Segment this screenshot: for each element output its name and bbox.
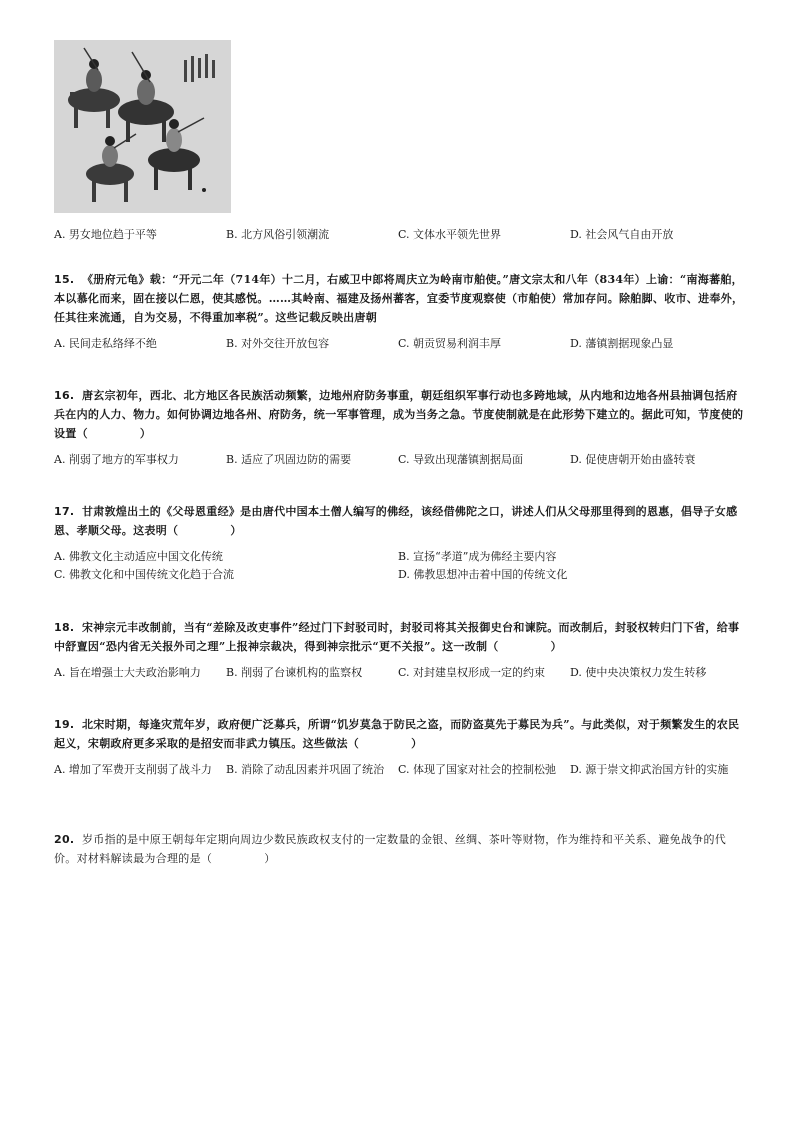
question-14-options — [54, 226, 744, 244]
q17-option-a[interactable]: A. 佛教文化主动适应中国文化传统 — [54, 550, 223, 563]
question-number: 20. — [54, 833, 75, 846]
question-number: 19. — [54, 718, 75, 731]
q19-option-a[interactable]: A. 增加了军费开支削弱了战斗力 — [54, 763, 212, 776]
question-text: 宋神宗元丰改制前，当有“差除及改吏事件”经过门下封驳司时，封驳司将其关报御史台和谏院。而改制后，封驳权转归门下省，给事中舒亶因“恐内省无关报外司之理”上报神宗裁决，得到神宗批示“更不关报”。这一改制（ — [54, 621, 740, 653]
question-text-end: ） — [550, 640, 562, 653]
q19-option-b[interactable]: B. 消除了动乱因素并巩固了统治 — [226, 763, 385, 776]
question-number: 17. — [54, 505, 75, 518]
question-text-end: ） — [230, 524, 242, 537]
polo-players-illustration — [54, 40, 231, 213]
question-text: 《册府元龟》载：“开元二年（714年）十二月，右威卫中郎将周庆立为岭南市舶使。”唐文宗太和八年（834年）上谕：“南海蕃舶，本以慕化而来，固在接以仁恩，使其感悦。……其岭南、福建及扬州蕃客，宜委节度观察使（市舶使）常加存问。除舶脚、收市、进奉外，任其往来流通，自为交易，不得重加率税”。这些记载反映出唐朝 — [54, 273, 744, 324]
question-text: 北宋时期，每逢灾荒年岁，政府便广泛募兵，所谓“饥岁莫急于防民之盗，而防盗莫先于募民为兵”。与此类似，对于频繁发生的农民起义，宋朝政府更多采取的是招安而非武力镇压。这些做法（ — [54, 718, 740, 750]
question-17-options — [54, 548, 744, 586]
q19-option-d[interactable]: D. 源于崇文抑武治国方针的实施 — [570, 763, 729, 776]
question-text-end: ） — [264, 852, 276, 865]
q16-option-a[interactable]: A. 削弱了地方的军事权力 — [54, 453, 179, 466]
question-number: 16. — [54, 389, 75, 402]
question-17-stem — [54, 502, 744, 540]
question-text-end: ） — [411, 737, 423, 750]
question-text: 甘肃敦煌出土的《父母恩重经》是由唐代中国本土僧人编写的佛经，该经借佛陀之口，讲述人们从父母那里得到的恩惠，倡导子女感恩、孝顺父母。这表明（ — [54, 505, 738, 537]
q15-option-d[interactable]: D. 藩镇割据现象凸显 — [570, 337, 674, 350]
q16-option-b[interactable]: B. 适应了巩固边防的需要 — [226, 453, 352, 466]
q18-option-c[interactable]: C. 对封建皇权形成一定的约束 — [398, 666, 546, 679]
q14-option-a[interactable]: A. 男女地位趋于平等 — [54, 228, 157, 241]
q14-option-b[interactable]: B. 北方风俗引领潮流 — [226, 228, 330, 241]
question-15-options — [54, 335, 744, 353]
q15-option-b[interactable]: B. 对外交往开放包容 — [226, 337, 330, 350]
q15-option-a[interactable]: A. 民间走私络绎不绝 — [54, 337, 157, 350]
question-20-stem — [54, 830, 744, 868]
q18-option-d[interactable]: D. 使中央决策权力发生转移 — [570, 666, 707, 679]
q16-option-d[interactable]: D. 促使唐朝开始由盛转衰 — [570, 453, 696, 466]
q16-option-c[interactable]: C. 导致出现藩镇割据局面 — [398, 453, 524, 466]
q17-option-d[interactable]: D. 佛教思想冲击着中国的传统文化 — [398, 568, 568, 581]
question-14 — [54, 218, 744, 244]
q15-option-c[interactable]: C. 朝贡贸易利润丰厚 — [398, 337, 502, 350]
question-16-options — [54, 451, 744, 469]
question-17 — [54, 502, 744, 586]
question-20 — [54, 830, 744, 868]
q17-option-c[interactable]: C. 佛教文化和中国传统文化趋于合流 — [54, 568, 235, 581]
question-18-options — [54, 664, 744, 682]
question-text: 岁币指的是中原王朝每年定期向周边少数民族政权支付的一定数量的金银、丝绸、茶叶等财物，作为维持和平关系、避免战争的代价。对材料解读最为合理的是（ — [54, 833, 727, 865]
question-number: 18. — [54, 621, 75, 634]
question-number: 15. — [54, 273, 75, 286]
q14-option-c[interactable]: C. 文体水平领先世界 — [398, 228, 502, 241]
q18-option-b[interactable]: B. 削弱了台谏机构的监察权 — [226, 666, 363, 679]
question-15 — [54, 270, 744, 353]
q18-option-a[interactable]: A. 旨在增强士大夫政治影响力 — [54, 666, 201, 679]
question-15-stem — [54, 270, 744, 327]
question-19-stem — [54, 715, 744, 753]
question-18 — [54, 618, 744, 682]
question-16-stem — [54, 386, 744, 443]
q19-option-c[interactable]: C. 体现了国家对社会的控制松弛 — [398, 763, 557, 776]
q14-option-d[interactable]: D. 社会风气自由开放 — [570, 228, 674, 241]
question-19 — [54, 715, 744, 797]
polo-painting-image — [54, 40, 231, 213]
q17-option-b[interactable]: B. 宣扬“孝道”成为佛经主要内容 — [398, 550, 557, 563]
question-text-end: ） — [139, 427, 152, 440]
question-text: 唐玄宗初年，西北、北方地区各民族活动频繁，边地州府防务事重，朝廷组织军事行动也多跨地域，从内地和边地各州县抽调包括府兵在内的人力、物力。如何协调边地各州、府防务，统一军事管理，成为当务之急。节度使制就是在此形势下建立的。据此可知，节度使的设置（ — [54, 389, 744, 440]
question-19-options — [54, 761, 744, 797]
question-18-stem — [54, 618, 744, 656]
question-16 — [54, 386, 744, 469]
